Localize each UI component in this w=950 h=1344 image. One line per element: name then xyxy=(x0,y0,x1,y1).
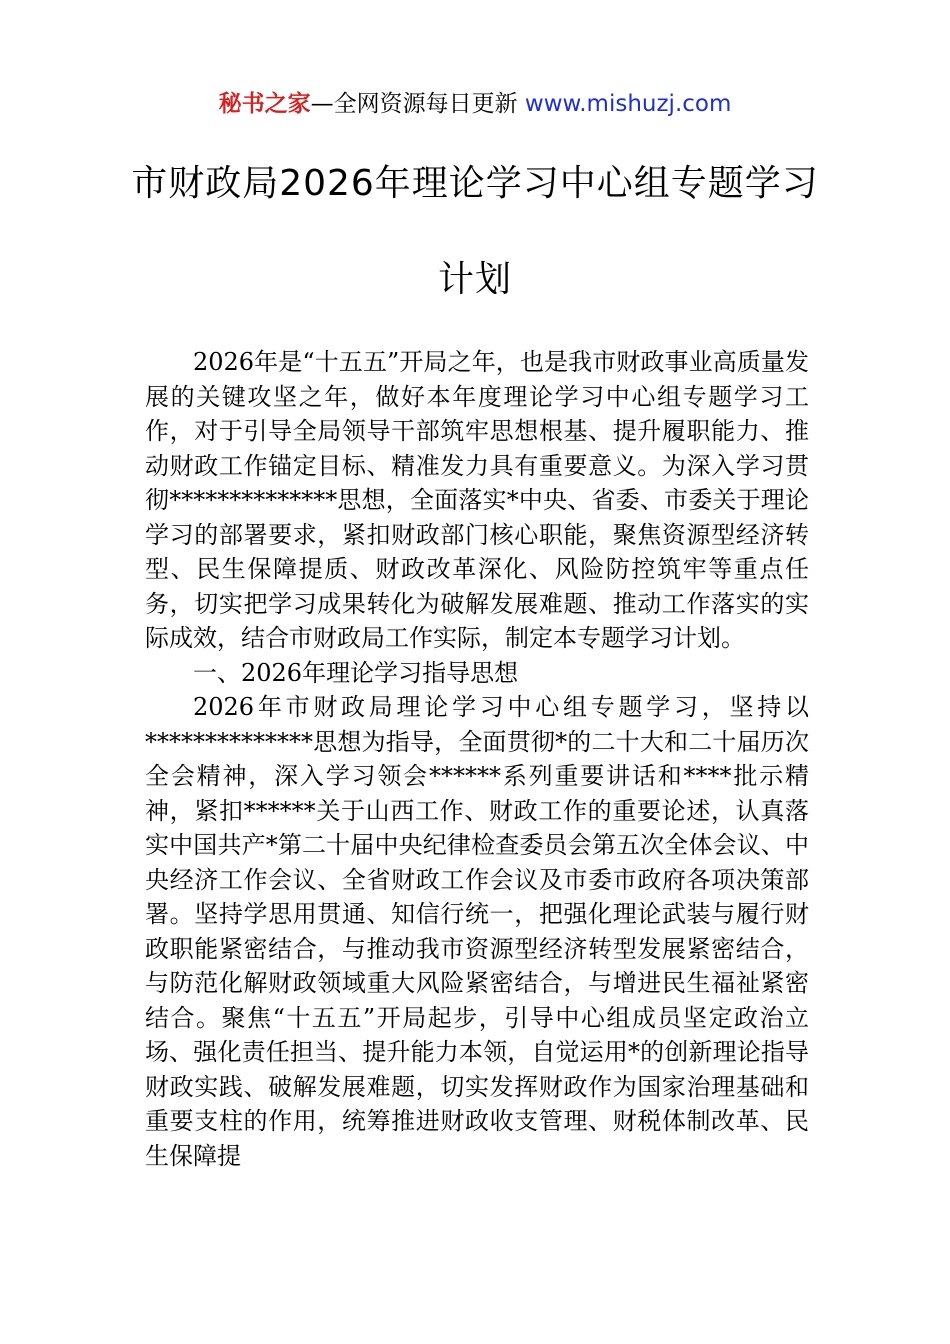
document-body xyxy=(145,345,809,1173)
document-title-line-2: 计划 xyxy=(437,259,512,300)
site-url-link[interactable]: www.mishuzj.com xyxy=(524,91,732,117)
section-heading-1: 一、2026年理论学习指导思想 xyxy=(193,658,519,687)
guiding-ideology-paragraph: 2026年市财政局理论学习中心组专题学习，坚持以**************思想为指导，全面贯彻*的二十大和二十届历次全会精神，深入学习领会******系列重要讲话和****批示精神，紧扣******关于山西工作、财政工作的重要论述，认真落实中国共产*第二十届中央纪律检查委员会第五次全体会议、中央经济工作会议、全省财政工作会议及市委市政府各项决策部署。坚持学思用贯通、知信行统一，把强化理论武装与履行财政职能紧密结合，与推动我市资源型经济转型发展紧密结合，与防范化解财政领域重大风险紧密结合，与增进民生福祉紧密结合。聚焦“十五五”开局起步，引导中心组成员坚定政治立场、强化责任担当、提升能力本领，自觉运用*的创新理论指导财政实践、破解发展难题，切实发挥财政作为国家治理基础和重要支柱的作用，统筹推进财政收支管理、财税体制改革、民生保障提 xyxy=(145,693,809,1170)
site-tagline: —全网资源每日更新 xyxy=(310,91,525,117)
document-title-line-1: 市财政局2026年理论学习中心组专题学习 xyxy=(131,163,819,204)
site-header xyxy=(0,88,950,120)
intro-paragraph: 2026年是“十五五”开局之年，也是我市财政事业高质量发展的关键攻坚之年，做好本年度理论学习中心组专题学习工作，对于引导全局领导干部筑牢思想根基、提升履职能力、推动财政工作锚定目标、精准发力具有重要意义。为深入学习贯彻**************思想，全面落实*中央、省委、市委关于理论学习的部署要求，紧扣财政部门核心职能，聚焦资源型经济转型、民生保障提质、财政改革深化、风险防控筑牢等重点任务，切实把学习成果转化为破解发展难题、推动工作落实的实际成效，结合市财政局工作实际，制定本专题学习计划。 xyxy=(145,348,809,652)
site-brand: 秘书之家 xyxy=(218,91,311,117)
